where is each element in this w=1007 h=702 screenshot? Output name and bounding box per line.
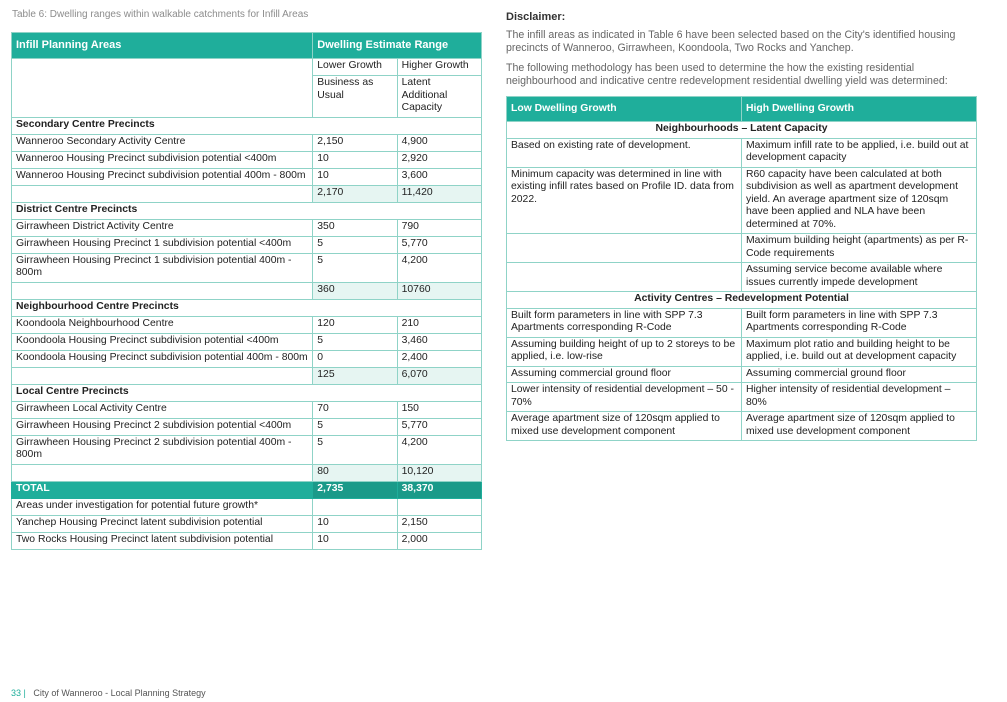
high-growth-cell: Assuming commercial ground floor bbox=[742, 366, 977, 382]
section-title: District Centre Precincts bbox=[12, 202, 482, 219]
area-cell: Girrawheen Housing Precinct 1 subdivision potential <400m bbox=[12, 236, 313, 253]
header-infill-areas: Infill Planning Areas bbox=[12, 33, 313, 59]
low-growth-cell: Assuming commercial ground floor bbox=[507, 366, 742, 382]
area-cell: Two Rocks Housing Precinct latent subdivision potential bbox=[12, 532, 313, 549]
dwelling-ranges-table bbox=[11, 32, 482, 550]
disclaimer-paragraph-1: The infill areas as indicated in Table 6 have been selected based on the City's identified housing precincts of Wanneroo, Girrawheen, Koondoola, Two Rocks and Yanchep. bbox=[506, 29, 956, 54]
band-row bbox=[507, 292, 977, 308]
disclaimer-heading: Disclaimer: bbox=[506, 11, 566, 23]
table-row bbox=[12, 333, 482, 350]
band-title: Neighbourhoods – Latent Capacity bbox=[507, 122, 977, 138]
high-growth-cell: Built form parameters in line with SPP 7.3 Apartments corresponding R-Code bbox=[742, 308, 977, 337]
table-row bbox=[12, 401, 482, 418]
subtotal-higher: 6,070 bbox=[397, 367, 481, 384]
sub-lower-growth: Lower Growth bbox=[313, 59, 397, 76]
area-cell: Koondoola Housing Precinct subdivision potential 400m - 800m bbox=[12, 350, 313, 367]
area-cell: Wanneroo Housing Precinct subdivision potential <400m bbox=[12, 151, 313, 168]
area-cell: Girrawheen Housing Precinct 1 subdivision potential 400m - 800m bbox=[12, 253, 313, 282]
lower-cell: 10 bbox=[313, 168, 397, 185]
table-row bbox=[12, 418, 482, 435]
higher-cell: 150 bbox=[397, 401, 481, 418]
section-row bbox=[12, 384, 482, 401]
band-title: Activity Centres – Redevelopment Potential bbox=[507, 292, 977, 308]
disclaimer-paragraph-2: The following methodology has been used to determine the how the existing residential neighbourhood and indicative centre redevelopment residential dwelling yield was determined: bbox=[506, 62, 948, 87]
higher-cell: 5,770 bbox=[397, 418, 481, 435]
subtotal-row bbox=[12, 367, 482, 384]
higher-cell: 4,200 bbox=[397, 435, 481, 464]
higher-cell: 2,920 bbox=[397, 151, 481, 168]
band-row bbox=[507, 122, 977, 138]
higher-cell: 2,000 bbox=[397, 532, 481, 549]
area-cell: Wanneroo Secondary Activity Centre bbox=[12, 134, 313, 151]
subtotal-higher: 11,420 bbox=[397, 185, 481, 202]
high-growth-cell: Maximum infill rate to be applied, i.e. build out at development capacity bbox=[742, 138, 977, 167]
higher-cell: 2,400 bbox=[397, 350, 481, 367]
section-row bbox=[12, 299, 482, 316]
section-title: Neighbourhood Centre Precincts bbox=[12, 299, 482, 316]
total-lower: 2,735 bbox=[313, 481, 397, 498]
table-row bbox=[12, 168, 482, 185]
header-spacer bbox=[12, 59, 313, 117]
table-row bbox=[507, 234, 977, 263]
high-growth-cell: Maximum plot ratio and building height to be applied, i.e. build out at development capacity bbox=[742, 337, 977, 366]
subtotal-row bbox=[12, 464, 482, 481]
future-growth-label: Areas under investigation for potential future growth* bbox=[12, 498, 313, 515]
area-cell: Girrawheen Housing Precinct 2 subdivision potential 400m - 800m bbox=[12, 435, 313, 464]
high-growth-cell: Higher intensity of residential development – 80% bbox=[742, 383, 977, 412]
lower-cell: 5 bbox=[313, 418, 397, 435]
table-row bbox=[12, 316, 482, 333]
table-row bbox=[507, 308, 977, 337]
table-row bbox=[12, 219, 482, 236]
higher-cell: 2,150 bbox=[397, 515, 481, 532]
lower-cell: 350 bbox=[313, 219, 397, 236]
higher-cell: 3,460 bbox=[397, 333, 481, 350]
low-growth-cell: Lower intensity of residential development – 50 - 70% bbox=[507, 383, 742, 412]
subtotal-lower: 125 bbox=[313, 367, 397, 384]
table-row bbox=[507, 383, 977, 412]
subtotal-higher: 10760 bbox=[397, 282, 481, 299]
high-growth-cell: R60 capacity have been calculated at both subdivision as well as apartment development yield. An average apartment size of 120sqm have been applied and NLA have been determined at 70%. bbox=[742, 167, 977, 233]
lower-cell: 5 bbox=[313, 333, 397, 350]
header-low-growth: Low Dwelling Growth bbox=[507, 97, 742, 122]
subtotal-lower: 2,170 bbox=[313, 185, 397, 202]
section-title: Secondary Centre Precincts bbox=[12, 117, 482, 134]
low-growth-cell bbox=[507, 234, 742, 263]
subtotal-spacer bbox=[12, 367, 313, 384]
table-row bbox=[507, 138, 977, 167]
future-spacer-lower bbox=[313, 498, 397, 515]
lower-cell: 2,150 bbox=[313, 134, 397, 151]
sub-lower-desc: Business as Usual bbox=[313, 76, 397, 117]
higher-cell: 3,600 bbox=[397, 168, 481, 185]
table-row bbox=[12, 236, 482, 253]
lower-cell: 120 bbox=[313, 316, 397, 333]
table-row bbox=[507, 337, 977, 366]
section-row bbox=[12, 202, 482, 219]
table-row bbox=[507, 412, 977, 441]
future-growth-row bbox=[12, 498, 482, 515]
high-growth-cell: Assuming service become available where issues currently impede development bbox=[742, 263, 977, 292]
section-row bbox=[12, 117, 482, 134]
lower-cell: 0 bbox=[313, 350, 397, 367]
lower-cell: 70 bbox=[313, 401, 397, 418]
lower-cell: 5 bbox=[313, 435, 397, 464]
table-row bbox=[12, 350, 482, 367]
area-cell: Girrawheen Local Activity Centre bbox=[12, 401, 313, 418]
subtotal-spacer bbox=[12, 464, 313, 481]
header-high-growth: High Dwelling Growth bbox=[742, 97, 977, 122]
low-growth-cell: Based on existing rate of development. bbox=[507, 138, 742, 167]
area-cell: Girrawheen Housing Precinct 2 subdivision potential <400m bbox=[12, 418, 313, 435]
lower-cell: 5 bbox=[313, 236, 397, 253]
subtotal-lower: 360 bbox=[313, 282, 397, 299]
table-row bbox=[12, 151, 482, 168]
higher-cell: 4,200 bbox=[397, 253, 481, 282]
lower-cell: 10 bbox=[313, 515, 397, 532]
total-label: TOTAL bbox=[12, 481, 313, 498]
subtotal-row bbox=[12, 185, 482, 202]
high-growth-cell: Average apartment size of 120sqm applied to mixed use development component bbox=[742, 412, 977, 441]
low-growth-cell: Average apartment size of 120sqm applied to mixed use development component bbox=[507, 412, 742, 441]
page-number: 33 | bbox=[11, 688, 26, 698]
total-row bbox=[12, 481, 482, 498]
table-row bbox=[12, 532, 482, 549]
higher-cell: 5,770 bbox=[397, 236, 481, 253]
table-row bbox=[12, 134, 482, 151]
lower-cell: 5 bbox=[313, 253, 397, 282]
low-growth-cell: Built form parameters in line with SPP 7.3 Apartments corresponding R-Code bbox=[507, 308, 742, 337]
total-higher: 38,370 bbox=[397, 481, 481, 498]
low-growth-cell: Minimum capacity was determined in line with existing infill rates based on Profile ID. data from 2022. bbox=[507, 167, 742, 233]
subtotal-spacer bbox=[12, 185, 313, 202]
sub-higher-growth: Higher Growth bbox=[397, 59, 481, 76]
higher-cell: 210 bbox=[397, 316, 481, 333]
low-growth-cell bbox=[507, 263, 742, 292]
footer-title: City of Wanneroo - Local Planning Strategy bbox=[33, 688, 206, 698]
subtotal-higher: 10,120 bbox=[397, 464, 481, 481]
section-title: Local Centre Precincts bbox=[12, 384, 482, 401]
area-cell: Koondoola Housing Precinct subdivision potential <400m bbox=[12, 333, 313, 350]
high-growth-cell: Maximum building height (apartments) as per R-Code requirements bbox=[742, 234, 977, 263]
methodology-table bbox=[506, 96, 977, 441]
table-row bbox=[12, 515, 482, 532]
higher-cell: 790 bbox=[397, 219, 481, 236]
table-row bbox=[507, 167, 977, 233]
table-row bbox=[507, 366, 977, 382]
area-cell: Yanchep Housing Precinct latent subdivision potential bbox=[12, 515, 313, 532]
area-cell: Wanneroo Housing Precinct subdivision potential 400m - 800m bbox=[12, 168, 313, 185]
subtotal-lower: 80 bbox=[313, 464, 397, 481]
area-cell: Girrawheen District Activity Centre bbox=[12, 219, 313, 236]
subtotal-spacer bbox=[12, 282, 313, 299]
sub-higher-desc: Latent Additional Capacity bbox=[397, 76, 481, 117]
table-row bbox=[12, 253, 482, 282]
higher-cell: 4,900 bbox=[397, 134, 481, 151]
low-growth-cell: Assuming building height of up to 2 storeys to be applied, i.e. low-rise bbox=[507, 337, 742, 366]
area-cell: Koondoola Neighbourhood Centre bbox=[12, 316, 313, 333]
subtotal-row bbox=[12, 282, 482, 299]
table-caption: Table 6: Dwelling ranges within walkable catchments for Infill Areas bbox=[12, 9, 309, 20]
page-footer bbox=[11, 688, 206, 698]
lower-cell: 10 bbox=[313, 151, 397, 168]
future-spacer-higher bbox=[397, 498, 481, 515]
table-row bbox=[12, 435, 482, 464]
lower-cell: 10 bbox=[313, 532, 397, 549]
header-dwelling-range: Dwelling Estimate Range bbox=[313, 33, 482, 59]
table-row bbox=[507, 263, 977, 292]
